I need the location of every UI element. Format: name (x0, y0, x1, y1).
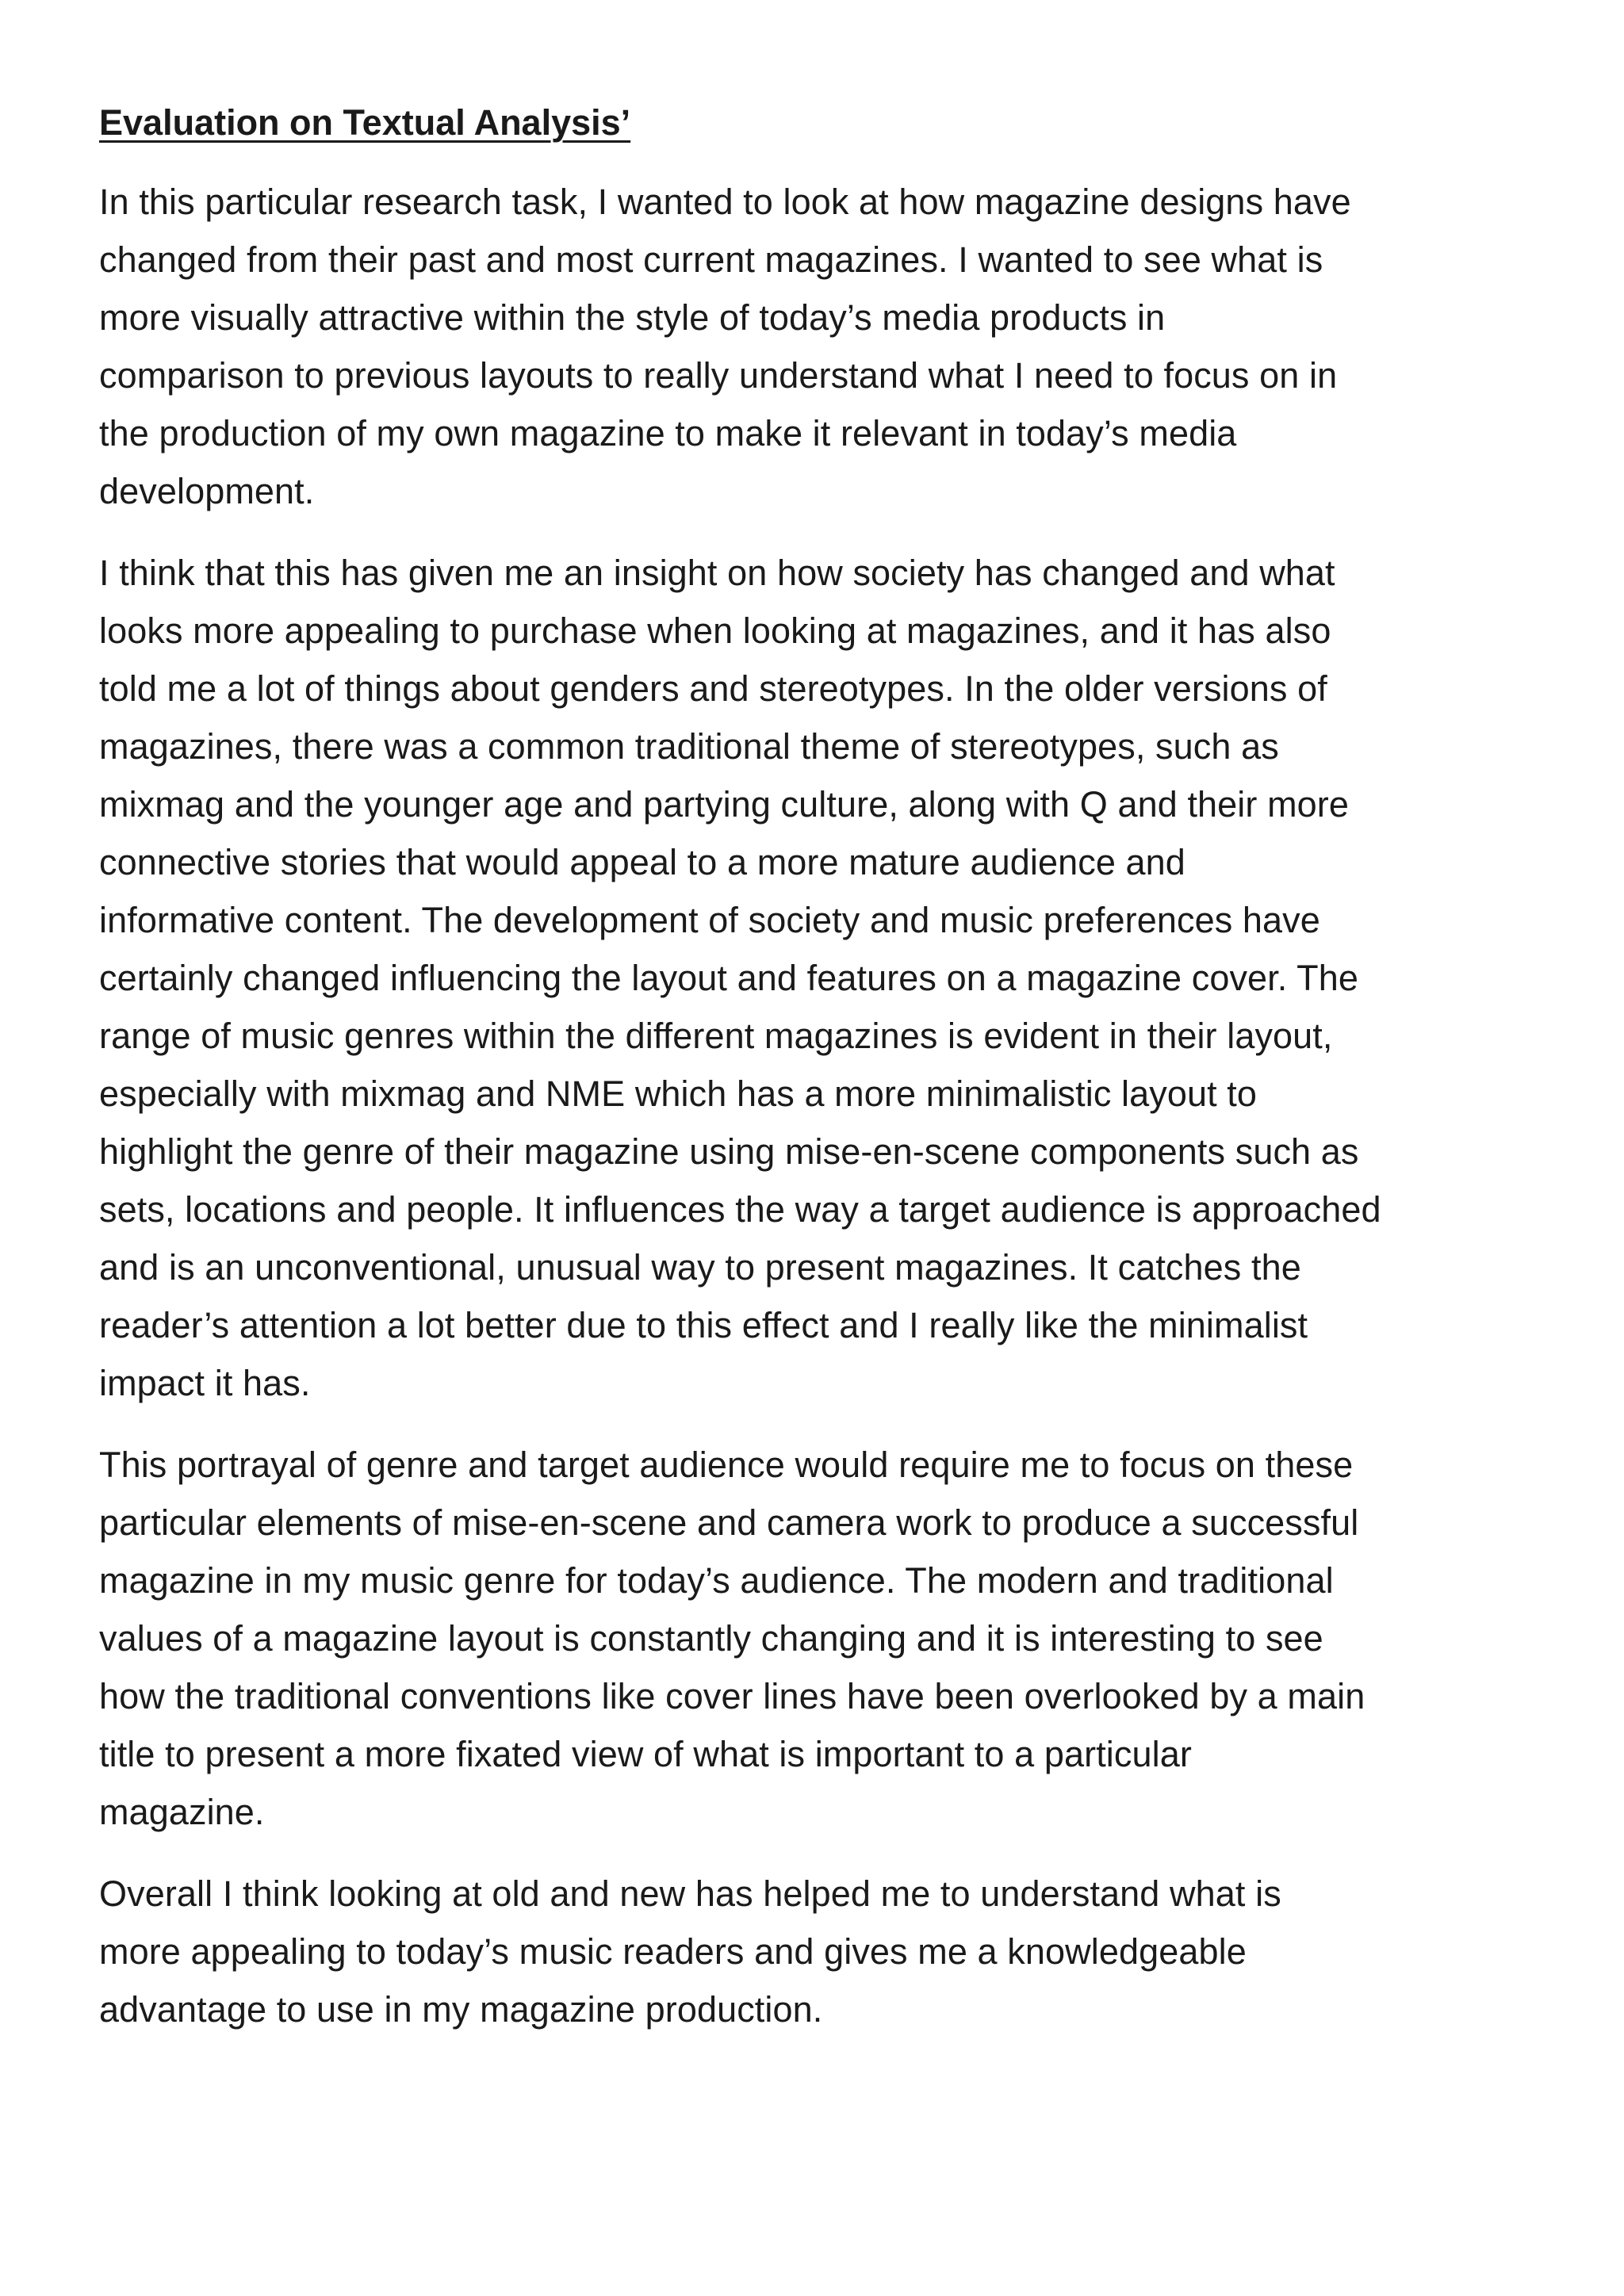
text-line: certainly changed influencing the layout and features on a magazine cover. The (99, 958, 1359, 998)
text-line: sets, locations and people. It influences the way a target audience is approached (99, 1189, 1381, 1230)
text-line: how the traditional conventions like cover lines have been overlooked by a main (99, 1676, 1365, 1716)
text-line: especially with mixmag and NME which has a more minimalistic layout to (99, 1073, 1258, 1114)
text-line: title to present a more fixated view of what is important to a particular (99, 1734, 1192, 1774)
paragraph (99, 1865, 1558, 2038)
text-line: values of a magazine layout is constantly changing and it is interesting to see (99, 1618, 1323, 1659)
text-line: In this particular research task, I wanted to look at how magazine designs have (99, 182, 1351, 222)
text-line: changed from their past and most current magazines. I wanted to see what is (99, 239, 1323, 280)
paragraph (99, 1436, 1558, 1841)
text-line: connective stories that would appeal to a more mature audience and (99, 842, 1185, 882)
text-line: magazines, there was a common traditional theme of stereotypes, such as (99, 726, 1279, 767)
text-line: advantage to use in my magazine production. (99, 1989, 823, 2030)
text-line: I think that this has given me an insight on how society has changed and what (99, 553, 1335, 593)
text-line: more appealing to today’s music readers and gives me a knowledgeable (99, 1931, 1247, 1972)
document-body (99, 101, 1558, 2062)
text-line: highlight the genre of their magazine using mise-en-scene components such as (99, 1131, 1359, 1172)
text-line: the production of my own magazine to make it relevant in today’s media (99, 413, 1237, 453)
paragraph-list (99, 173, 1558, 2038)
text-line: This portrayal of genre and target audience would require me to focus on these (99, 1445, 1354, 1485)
text-line: impact it has. (99, 1363, 311, 1403)
text-line: particular elements of mise-en-scene and camera work to produce a successful (99, 1502, 1359, 1543)
text-line: comparison to previous layouts to really understand what I need to focus on in (99, 355, 1338, 396)
text-line: Overall I think looking at old and new has helped me to understand what is (99, 1873, 1281, 1914)
text-line: mixmag and the younger age and partying culture, along with Q and their more (99, 784, 1350, 825)
text-line: reader’s attention a lot better due to this effect and I really like the minimalist (99, 1305, 1308, 1345)
text-line: development. (99, 471, 315, 511)
paragraph (99, 544, 1558, 1412)
text-line: range of music genres within the different magazines is evident in their layout, (99, 1016, 1333, 1056)
text-line: magazine. (99, 1792, 265, 1832)
text-line: magazine in my music genre for today’s audience. The modern and traditional (99, 1560, 1334, 1601)
document-title: Evaluation on Textual Analysis’ (99, 102, 631, 143)
text-line: more visually attractive within the style of today’s media products in (99, 297, 1166, 338)
text-line: looks more appealing to purchase when looking at magazines, and it has also (99, 610, 1331, 651)
text-line: informative content. The development of society and music preferences have (99, 900, 1320, 940)
text-line: and is an unconventional, unusual way to present magazines. It catches the (99, 1247, 1301, 1288)
paragraph (99, 173, 1558, 520)
text-line: told me a lot of things about genders and stereotypes. In the older versions of (99, 668, 1327, 709)
